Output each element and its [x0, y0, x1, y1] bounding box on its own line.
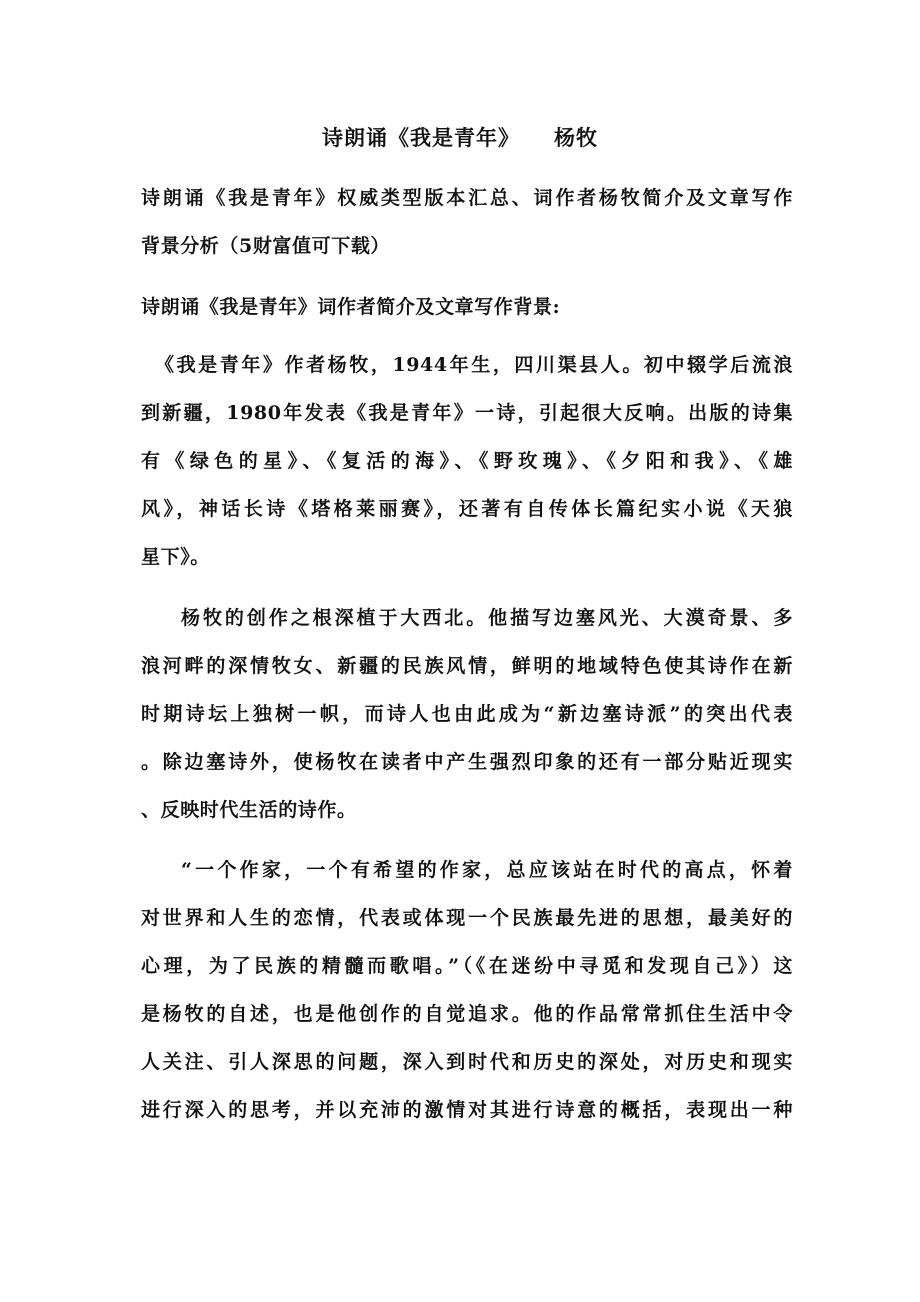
paragraph-line: 到新疆，1980年发表《我是青年》一诗，引起很大反响。出版的诗集: [141, 402, 793, 424]
section-heading: 诗朗诵《我是青年》词作者简介及文章写作背景:: [141, 296, 561, 318]
paragraph-line: 杨牧的创作之根深植于大西北。他描写边塞风光、大漠奇景、多: [181, 607, 793, 629]
paragraph-line: 《我是青年》作者杨牧，1944年生，四川渠县人。初中辍学后流浪: [155, 354, 793, 376]
section-heading-block: [141, 283, 793, 331]
paragraph-line: 时期诗坛上独树一帜，而诗人也由此成为“新边塞诗派”的突出代表: [141, 703, 793, 725]
paragraph-2: [141, 594, 793, 834]
paragraph-line: 是杨牧的自述，也是他创作的自觉追求。他的作品常常抓住生活中令: [141, 1003, 793, 1025]
paragraph-line: 浪河畔的深情牧女、新疆的民族风情，鲜明的地域特色使其诗作在新: [141, 655, 793, 677]
paragraph-line: 心理，为了民族的精髓而歌唱。”（《在迷纷中寻觅和发现自己》）这: [141, 955, 793, 977]
paragraph-3: [141, 846, 793, 1134]
paragraph-line: “一个作家，一个有希望的作家，总应该站在时代的高点，怀着: [181, 859, 793, 881]
summary-line: 诗朗诵《我是青年》权威类型版本汇总、词作者杨牧简介及文章写作: [141, 187, 793, 209]
paragraph-line: 风》，神话长诗《塔格莱丽赛》，还著有自传体长篇纪实小说《天狼: [141, 498, 793, 520]
paragraph-line: 、反映时代生活的诗作。: [141, 799, 357, 821]
title-main: 诗朗诵《我是青年》: [322, 125, 520, 150]
document-title: [0, 122, 920, 154]
paragraph-1: [141, 341, 793, 581]
paragraph-line: 进行深入的思考，并以充沛的激情对其进行诗意的概括，表现出一种: [141, 1099, 793, 1121]
paragraph-line: 对世界和人生的恋情，代表或体现一个民族最先进的思想，最美好的: [141, 907, 793, 929]
title-author: 杨牧: [554, 125, 598, 150]
summary-block: [141, 174, 793, 270]
paragraph-line: 。除边塞诗外，使杨牧在读者中产生强烈印象的还有一部分贴近现实: [141, 751, 793, 773]
paragraph-line: 有《绿色的星》、《复活的海》、《野玫瑰》、《夕阳和我》、《雄: [141, 450, 793, 472]
paragraph-line: 星下》。: [141, 546, 210, 568]
paragraph-line: 人关注、引人深思的问题，深入到时代和历史的深处，对历史和现实: [141, 1051, 793, 1073]
summary-line: 背景分析（5财富值可下载）: [141, 235, 391, 257]
